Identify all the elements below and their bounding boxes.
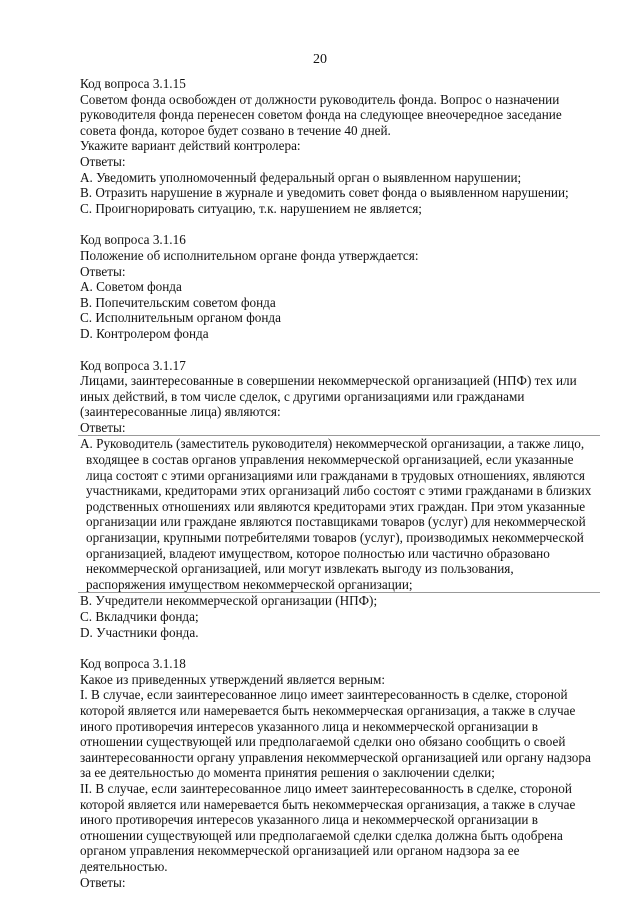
answer-option: С. Вкладчики фонда; <box>80 609 199 624</box>
question-3-1-18 <box>80 656 600 890</box>
answer-a-line: входящее в состав органов управления некоммерческой организацией, если указанные <box>86 452 574 468</box>
question-code: Код вопроса 3.1.16 <box>80 232 186 248</box>
answer-option: D. Участники фонда. <box>80 624 199 640</box>
question-text-line: отношении существующей или предполагаемой сделки сделка должна быть одобрена <box>80 827 563 843</box>
answer-option: С. Исполнительным органом фонда <box>80 310 281 326</box>
answer-a-line: некоммерческой организацией, или могут извлекать выгоду из пользования, <box>86 561 514 577</box>
question-code: Код вопроса 3.1.18 <box>80 656 186 672</box>
question-text-line: органом управления некоммерческой организацией или органом надзора за ее <box>80 843 520 859</box>
answer-option: В. Отразить нарушение в журнале и уведомить совет фонда о выявленном нарушении; <box>80 185 569 201</box>
answer-option: С. Проигнорировать ситуацию, т.к. нарушением не является; <box>80 200 422 216</box>
answer-a-line: распоряжения имуществом некоммерческой организации; <box>86 576 413 592</box>
question-text-line: иных действий, в том числе сделок, с другими организациями или гражданами <box>80 388 525 404</box>
question-3-1-16 <box>80 232 600 341</box>
answer-option-a <box>78 435 600 593</box>
question-text-line: (заинтересованные лица) являются: <box>80 404 281 420</box>
question-text-line: которой является или намеревается быть некоммерческая организация, а также в случае <box>80 702 576 718</box>
answers-label: Ответы: <box>80 263 126 279</box>
question-text-line: иного противоречия интересов указанного лица и некоммерческой организации в <box>80 718 539 734</box>
page-content <box>80 76 600 890</box>
answer-a-line: участниками, кредиторами этих организаций либо состоят с этими гражданами в близких <box>86 483 592 499</box>
question-text-line: Советом фонда освобожден от должности руководитель фонда. Вопрос о назначении <box>80 91 560 107</box>
question-text-line: совета фонда, которое будет созвано в течение 40 дней. <box>80 122 391 138</box>
question-text-line: I. В случае, если заинтересованное лицо имеет заинтересованность в сделке, стороной <box>80 687 568 703</box>
question-text-line: Лицами, заинтересованные в совершении некоммерческой организацией (НПФ) тех или <box>80 373 577 389</box>
answer-option: D. Контролером фонда <box>80 325 209 341</box>
question-text-line: Какое из приведенных утверждений является верным: <box>80 671 386 687</box>
question-text-line: Укажите вариант действий контролера: <box>80 138 301 154</box>
answer-a-line: организацией, владеют имуществом, которое полностью или частично образовано <box>86 545 550 561</box>
question-text-line: деятельностью. <box>80 858 168 874</box>
answer-option: А. Уведомить уполномоченный федеральный орган о выявленном нарушении; <box>80 169 522 185</box>
answer-a-line: организации, крупными потребителями товаров (услуг), производимых некоммерческой <box>86 530 584 546</box>
answer-option: В. Учредители некоммерческой организации (НПФ); <box>80 593 378 609</box>
question-text-line: II. В случае, если заинтересованное лицо имеет заинтересованность в сделке, стороной <box>80 780 572 796</box>
question-code: Код вопроса 3.1.17 <box>80 357 186 373</box>
answer-a-line: А. Руководитель (заместитель руководителя) некоммерческой организации, а также лицо, <box>80 436 585 452</box>
question-text-line: которой является или намеревается быть некоммерческая организация, а также в случае <box>80 796 576 812</box>
question-text-line: иного противоречия интересов указанного лица и некоммерческой организации в <box>80 812 539 828</box>
answer-option: В. Попечительским советом фонда <box>80 294 276 310</box>
question-text-line: руководителя фонда перенесен советом фонда на следующее внеочередное заседание <box>80 107 562 123</box>
answer-a-line: организации или граждане являются поставщиками товаров (услуг) для некоммерческой <box>86 514 586 530</box>
answer-a-line: лица состоят с этими организациями или гражданами в трудовых отношениях, являются <box>86 467 585 483</box>
question-text-line: отношении существующей или предполагаемой сделки оно обязано сообщить о своей <box>80 734 566 750</box>
question-code: Код вопроса 3.1.15 <box>80 76 186 91</box>
question-3-1-15 <box>80 76 600 216</box>
question-text-line: Положение об исполнительном органе фонда утверждается: <box>80 247 419 263</box>
question-text-line: за ее деятельностью до момента принятия решения о заключении сделки; <box>80 765 495 781</box>
answers-label: Ответы: <box>80 419 126 435</box>
answers-label: Ответы: <box>80 153 126 169</box>
page-number: 20 <box>313 52 327 67</box>
answer-option: А. Советом фонда <box>80 279 182 295</box>
answers-label: Ответы: <box>80 874 126 890</box>
question-3-1-17 <box>80 358 600 641</box>
answer-a-line: родственных отношениях или являются кредиторами этих граждан. При этом указанные <box>86 498 586 514</box>
question-text-line: заинтересованности органу управления некоммерческой организацией или органу надзора <box>80 749 591 765</box>
